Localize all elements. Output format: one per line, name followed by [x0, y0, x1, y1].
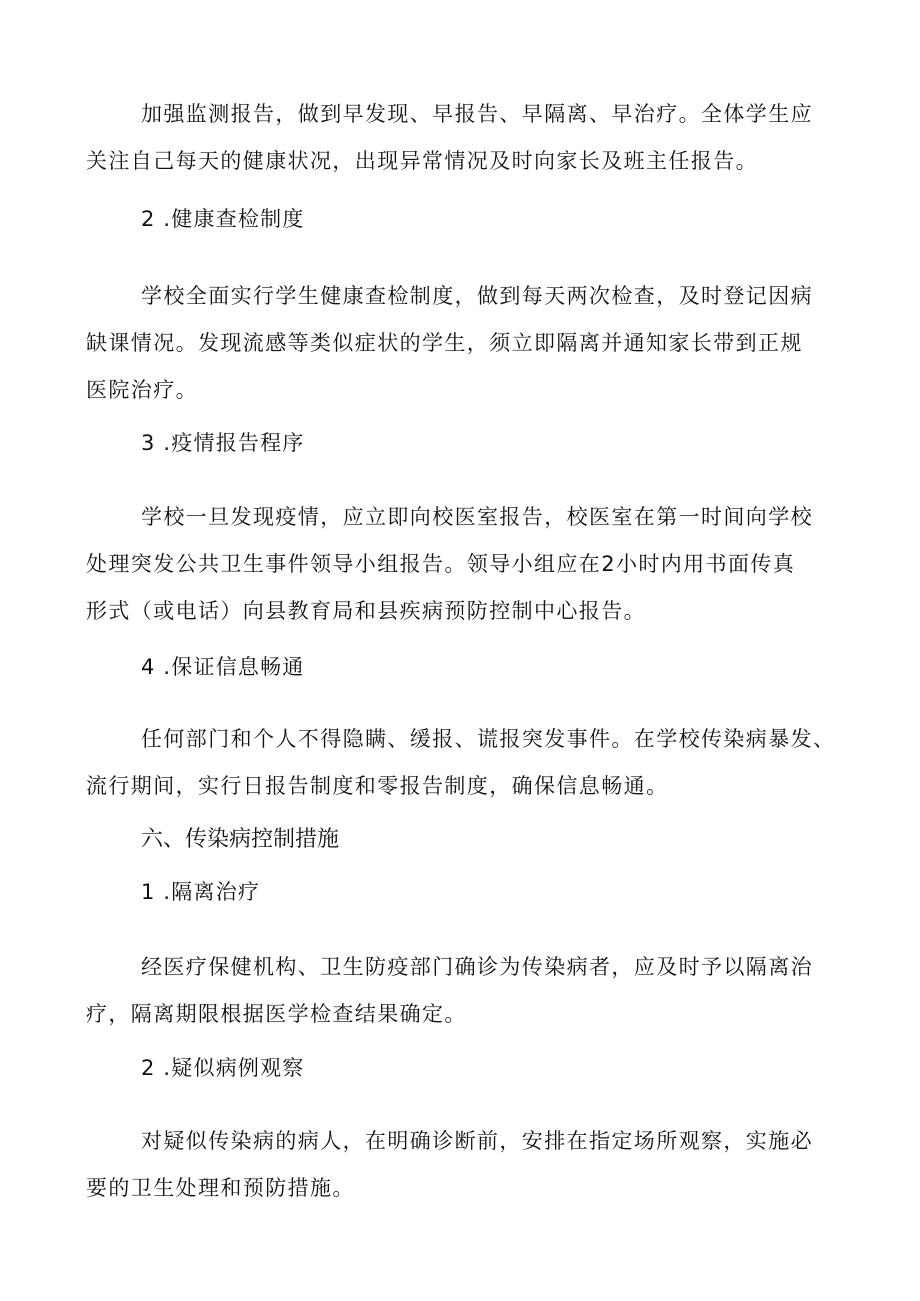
paragraph-report-procedure	[86, 504, 841, 645]
text-line: 缺课情况。发现流感等类似症状的学生，须立即隔离并通知家长带到正规	[86, 331, 803, 355]
paragraph-info-flow	[86, 726, 841, 820]
text-line: 要的卫生处理和预防措施。	[86, 1176, 355, 1200]
paragraph-isolation	[86, 954, 841, 1048]
heading-text: 3 .疫情报告程序	[141, 431, 305, 455]
text-line: 流行期间，实行日报告制度和零报告制度，确保信息畅通。	[86, 774, 669, 798]
heading-info-flow	[141, 654, 841, 701]
text-line: 加强监测报告，做到早发现、早报告、早隔离、早治疗。全体学生应	[141, 102, 813, 126]
paragraph-suspected-cases	[86, 1128, 841, 1222]
text-line: 经医疗保健机构、卫生防疫部门确诊为传染病者，应及时予以隔离治	[141, 955, 813, 979]
text-line: 学校全面实行学生健康查检制度，做到每天两次检查，及时登记因病	[141, 284, 813, 308]
heading-text: 2 .疑似病例观察	[141, 1056, 305, 1080]
heading-text: 2 .健康查检制度	[141, 207, 305, 231]
text-line: 任何部门和个人不得隐瞒、缓报、谎报突发事件。在学校传染病暴发、	[141, 727, 836, 751]
text-line: 疗，隔离期限根据医学检查结果确定。	[86, 1002, 467, 1026]
heading-text: 1 .隔离治疗	[141, 880, 261, 904]
section-title-text: 六、传染病控制措施	[141, 827, 340, 852]
heading-isolation	[141, 879, 841, 926]
paragraph-health-check	[86, 283, 841, 424]
text-line: 学校一旦发现疫情，应立即向校医室报告，校医室在第一时间向学校	[141, 505, 813, 529]
text-line: 对疑似传染病的病人，在明确诊断前，安排在指定场所观察，实施必	[141, 1129, 813, 1153]
heading-suspected-cases	[141, 1055, 841, 1102]
section-title-control-measures	[141, 826, 841, 873]
heading-text: 4 .保证信息畅通	[141, 655, 305, 679]
text-line: 关注自己每天的健康状况，出现异常情况及时向家长及班主任报告。	[86, 149, 758, 173]
text-line: 医院治疗。	[86, 378, 198, 402]
heading-report-procedure	[141, 430, 841, 477]
text-line: 处理突发公共卫生事件领导小组报告。领导小组应在2小时内用书面传真	[86, 552, 796, 576]
paragraph-monitoring	[86, 101, 841, 195]
text-line: 形式（或电话）向县教育局和县疾病预防控制中心报告。	[86, 599, 646, 623]
heading-health-check	[141, 206, 841, 253]
